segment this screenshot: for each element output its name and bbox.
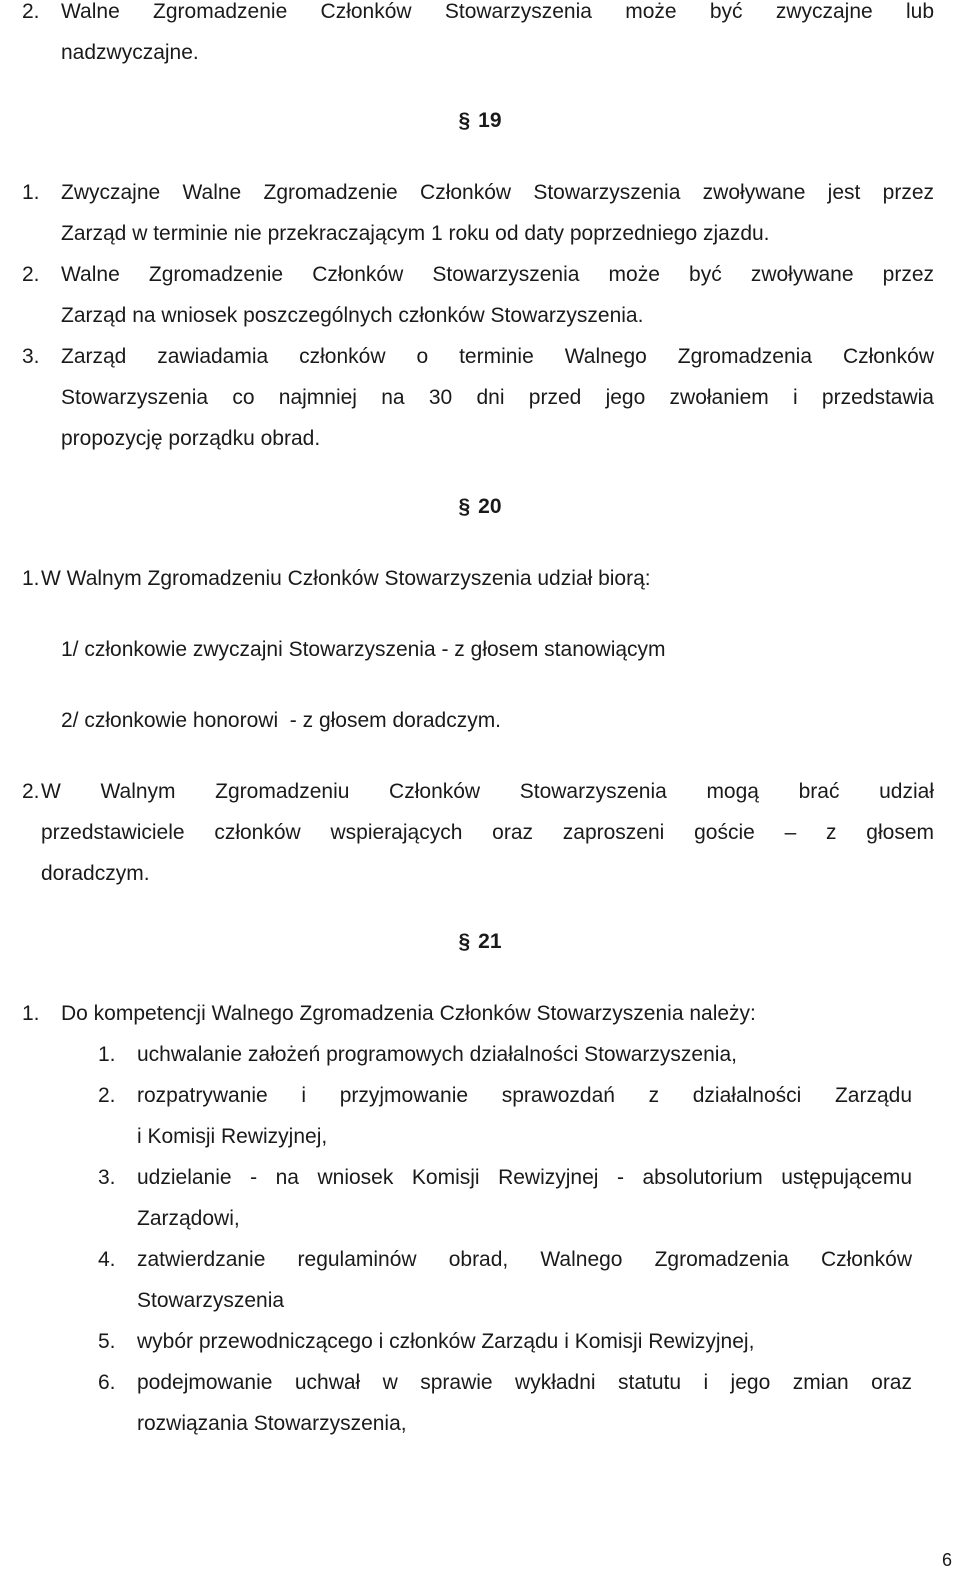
section-20-item-2 bbox=[22, 771, 934, 894]
item-number: 1. bbox=[22, 567, 40, 590]
section-19-item-1 bbox=[22, 172, 934, 254]
item-line: propozycję porządku obrad. bbox=[61, 427, 321, 450]
section-number: 20 bbox=[478, 495, 502, 518]
list-number: 1. bbox=[98, 1043, 116, 1066]
item-text: Do kompetencji Walnego Zgromadzenia Członków Stowarzyszenia należy: bbox=[61, 1002, 756, 1025]
item-line: Zarząd zawiadamia członków o terminie Walnego Zgromadzenia Członków bbox=[61, 345, 934, 368]
list-number: 4. bbox=[98, 1248, 116, 1271]
list-number: 3. bbox=[98, 1166, 116, 1189]
list-line: Stowarzyszenia bbox=[137, 1289, 285, 1312]
list-line: udzielanie - na wniosek Komisji Rewizyjnej - absolutorium ustępującemu bbox=[137, 1166, 912, 1189]
item-line: Zarząd na wniosek poszczególnych członków Stowarzyszenia. bbox=[61, 304, 644, 327]
section-sign: § bbox=[458, 930, 471, 953]
list-line: podejmowanie uchwał w sprawie wykładni statutu i jego zmian oraz bbox=[137, 1371, 912, 1394]
section-heading-21 bbox=[0, 927, 960, 957]
list-item-4 bbox=[98, 1239, 912, 1321]
section-heading-20 bbox=[0, 492, 960, 522]
item-line: Walne Zgromadzenie Członków Stowarzyszenia może być zwoływane przez bbox=[61, 263, 934, 286]
item-number: 2. bbox=[22, 780, 40, 803]
list-item-6 bbox=[98, 1362, 912, 1444]
item-line: przedstawiciele członków wspierających oraz zaproszeni goście – z głosem bbox=[41, 821, 934, 844]
intro-number: 2. bbox=[22, 0, 40, 23]
list-line: zatwierdzanie regulaminów obrad, Walnego Zgromadzenia Członków bbox=[137, 1248, 912, 1271]
sub-item: 1/ członkowie zwyczajni Stowarzyszenia - z głosem stanowiącym bbox=[61, 638, 666, 661]
list-item-1 bbox=[98, 1034, 912, 1075]
section-sign: § bbox=[458, 495, 471, 518]
list-line: rozwiązania Stowarzyszenia, bbox=[137, 1412, 407, 1435]
list-number: 5. bbox=[98, 1330, 116, 1353]
sub-item: 2/ członkowie honorowi - z głosem doradczym. bbox=[61, 709, 502, 732]
section-20-sub-2 bbox=[61, 700, 941, 741]
section-20-sub-1 bbox=[61, 629, 941, 670]
item-line: doradczym. bbox=[41, 862, 150, 885]
item-number: 3. bbox=[22, 345, 40, 368]
item-number: 1. bbox=[22, 1002, 40, 1025]
list-line: wybór przewodniczącego i członków Zarządu i Komisji Rewizyjnej, bbox=[137, 1330, 755, 1353]
item-number: 1. bbox=[22, 181, 40, 204]
intro-line-2: nadzwyczajne. bbox=[61, 41, 199, 64]
page-number: 6 bbox=[941, 1550, 952, 1570]
list-line: i Komisji Rewizyjnej, bbox=[137, 1125, 328, 1148]
section-number: 21 bbox=[478, 930, 502, 953]
section-19-item-2 bbox=[22, 254, 934, 336]
item-line: Zwyczajne Walne Zgromadzenie Członków Stowarzyszenia zwoływane jest przez bbox=[61, 181, 934, 204]
intro-line-1: Walne Zgromadzenie Członków Stowarzyszenia może być zwyczajne lub bbox=[61, 0, 934, 23]
list-item-2 bbox=[98, 1075, 912, 1157]
section-sign: § bbox=[458, 109, 471, 132]
section-21-item-1 bbox=[22, 993, 934, 1034]
list-line: rozpatrywanie i przyjmowanie sprawozdań z działalności Zarządu bbox=[137, 1084, 912, 1107]
section-number: 19 bbox=[478, 109, 502, 132]
item-line: Stowarzyszenia co najmniej na 30 dni przed jego zwołaniem i przedstawia bbox=[61, 386, 934, 409]
section-heading-19 bbox=[0, 106, 960, 136]
intro-paragraph bbox=[22, 0, 934, 73]
list-line: uchwalanie założeń programowych działalności Stowarzyszenia, bbox=[137, 1043, 737, 1066]
list-item-3 bbox=[98, 1157, 912, 1239]
list-number: 6. bbox=[98, 1371, 116, 1394]
item-text: W Walnym Zgromadzeniu Członków Stowarzyszenia udział biorą: bbox=[41, 567, 651, 590]
item-line: Zarząd w terminie nie przekraczającym 1 roku od daty poprzedniego zjazdu. bbox=[61, 222, 770, 245]
section-20-item-1 bbox=[22, 558, 934, 599]
list-line: Zarządowi, bbox=[137, 1207, 240, 1230]
item-line: W Walnym Zgromadzeniu Członków Stowarzyszenia mogą brać udział bbox=[41, 780, 934, 803]
item-number: 2. bbox=[22, 263, 40, 286]
list-number: 2. bbox=[98, 1084, 116, 1107]
section-19-item-3 bbox=[22, 336, 934, 459]
list-item-5 bbox=[98, 1321, 912, 1362]
